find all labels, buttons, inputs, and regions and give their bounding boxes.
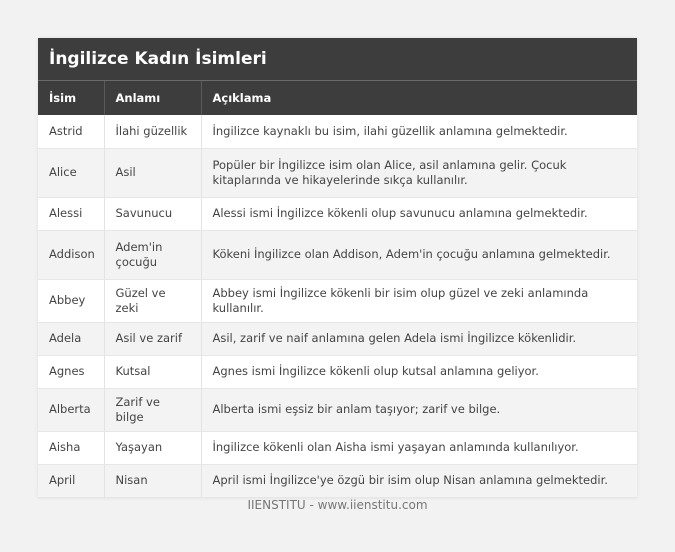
cell-anlami: İlahi güzellik	[104, 115, 201, 148]
footer-credit: IIENSTITU - www.iienstitu.com	[247, 498, 428, 512]
cell-isim: Agnes	[38, 355, 104, 388]
cell-isim: Addison	[38, 230, 104, 279]
cell-isim: Adela	[38, 322, 104, 355]
cell-anlami: Savunucu	[104, 197, 201, 230]
cell-isim: Abbey	[38, 279, 104, 322]
table-row	[38, 279, 637, 322]
table-row	[38, 197, 637, 230]
table-title: İngilizce Kadın İsimleri	[38, 38, 637, 81]
cell-anlami: Nisan	[104, 464, 201, 497]
cell-anlami: Asil ve zarif	[104, 322, 201, 355]
table-row	[38, 322, 637, 355]
cell-anlami: Asil	[104, 148, 201, 197]
table-row	[38, 431, 637, 464]
cell-isim: April	[38, 464, 104, 497]
table-row	[38, 464, 637, 497]
column-header-anlami: Anlamı	[104, 81, 201, 115]
cell-aciklama: Alberta ismi eşsiz bir anlam taşıyor; zarif ve bilge.	[201, 388, 637, 431]
cell-aciklama: İngilizce kaynaklı bu isim, ilahi güzellik anlamına gelmektedir.	[201, 115, 637, 148]
table-row	[38, 355, 637, 388]
cell-aciklama: Kökeni İngilizce olan Addison, Adem'in çocuğu anlamına gelmektedir.	[201, 230, 637, 279]
cell-aciklama: İngilizce kökenli olan Aisha ismi yaşayan anlamında kullanılıyor.	[201, 431, 637, 464]
cell-aciklama: Asil, zarif ve naif anlamına gelen Adela ismi İngilizce kökenlidir.	[201, 322, 637, 355]
cell-anlami: Adem'in çocuğu	[104, 230, 201, 279]
table-row	[38, 148, 637, 197]
cell-aciklama: Agnes ismi İngilizce kökenli olup kutsal anlamına geliyor.	[201, 355, 637, 388]
cell-isim: Aisha	[38, 431, 104, 464]
cell-anlami: Güzel ve zeki	[104, 279, 201, 322]
cell-anlami: Kutsal	[104, 355, 201, 388]
table-row	[38, 115, 637, 148]
cell-anlami: Yaşayan	[104, 431, 201, 464]
table-row	[38, 230, 637, 279]
column-header-aciklama: Açıklama	[201, 81, 637, 115]
names-table-card	[38, 38, 637, 498]
cell-isim: Alessi	[38, 197, 104, 230]
cell-aciklama: Popüler bir İngilizce isim olan Alice, asil anlamına gelir. Çocuk kitaplarında ve hikayelerinde sıkça kullanılır.	[201, 148, 637, 197]
table-row	[38, 388, 637, 431]
cell-isim: Astrid	[38, 115, 104, 148]
cell-aciklama: Abbey ismi İngilizce kökenli bir isim olup güzel ve zeki anlamında kullanılır.	[201, 279, 637, 322]
column-header-isim: İsim	[38, 81, 104, 115]
cell-aciklama: Alessi ismi İngilizce kökenli olup savunucu anlamına gelmektedir.	[201, 197, 637, 230]
names-table	[38, 81, 637, 498]
cell-isim: Alberta	[38, 388, 104, 431]
cell-anlami: Zarif ve bilge	[104, 388, 201, 431]
cell-aciklama: April ismi İngilizce'ye özgü bir isim olup Nisan anlamına gelmektedir.	[201, 464, 637, 497]
cell-isim: Alice	[38, 148, 104, 197]
table-header-row	[38, 81, 637, 115]
